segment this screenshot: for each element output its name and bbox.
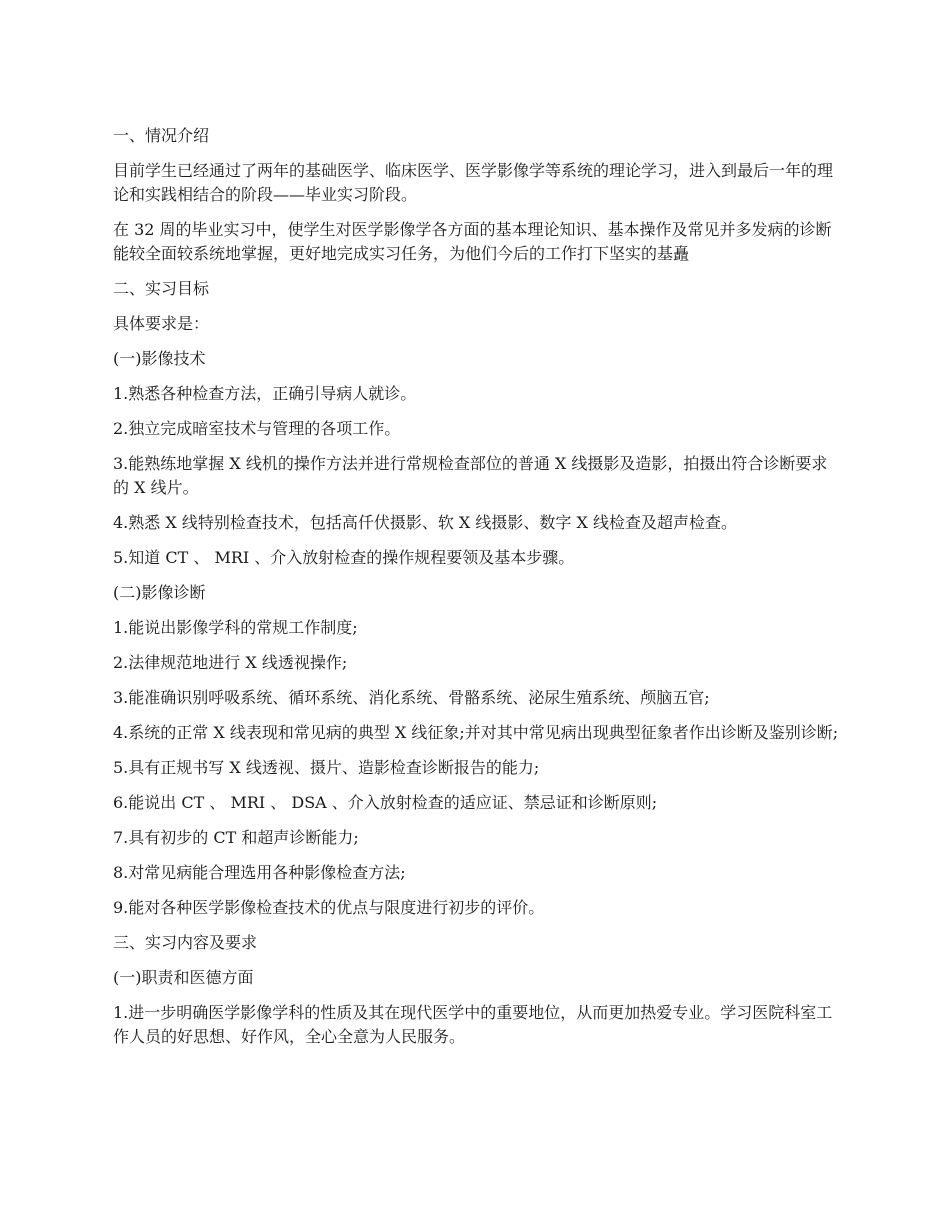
list-item: 2.独立完成暗室技术与管理的各项工作。 <box>113 419 401 438</box>
paragraph: 目前学生已经通过了两年的基础医学、临床医学、医学影像学等系统的理论学习，进入到最后一年的理论和实践相结合的阶段——毕业实习阶段。 <box>113 161 834 204</box>
paragraph: 在 32 周的毕业实习中，使学生对医学影像学各方面的基本理论知识、基本操作及常见并多发病的诊断能较全面较系统地掌握，更好地完成实习任务，为他们今后的工作打下坚实的基矗 <box>113 220 832 263</box>
list-item: 6.能说出 CT 、 MRI 、 DSA 、介入放射检查的适应证、禁忌证和诊断原则; <box>113 793 658 812</box>
list-item: 8.对常见病能合理选用各种影像检查方法; <box>113 863 406 882</box>
list-item: 9.能对各种医学影像检查技术的优点与限度进行初步的评价。 <box>113 898 545 917</box>
list-item: 2.法律规范地进行 X 线透视操作; <box>113 653 348 672</box>
list-item: 3.能准确识别呼吸系统、循环系统、消化系统、骨骼系统、泌尿生殖系统、颅脑五官; <box>113 688 710 707</box>
list-item: 4.熟悉 X 线特别检查技术，包括高仟伏摄影、软 X 线摄影、数字 X 线检查及超声检查。 <box>113 513 737 532</box>
list-item: 5.知道 CT 、 MRI 、介入放射检查的操作规程要领及基本步骤。 <box>113 548 575 567</box>
section-heading-goals: 二、实习目标 <box>113 279 210 298</box>
list-item: 1.能说出影像学科的常规工作制度; <box>113 618 358 637</box>
section-heading-content: 三、实习内容及要求 <box>113 933 258 952</box>
list-item: 4.系统的正常 X 线表现和常见病的典型 X 线征象;并对其中常见病出现典型征象者作出诊断及鉴别诊断; <box>113 723 839 742</box>
subsection-heading-imaging-tech: (一)影像技术 <box>113 349 206 368</box>
section-heading-intro: 一、情况介绍 <box>113 126 210 145</box>
list-item: 7.具有初步的 CT 和超声诊断能力; <box>113 828 359 847</box>
list-item: 1.熟悉各种检查方法，正确引导病人就诊。 <box>113 384 417 403</box>
document-body <box>113 124 843 1060</box>
list-item: 1.进一步明确医学影像学科的性质及其在现代医学中的重要地位，从而更加热爱专业。学习医院科室工作人员的好思想、好作风，全心全意为人民服务。 <box>113 1003 833 1046</box>
subsection-heading-imaging-diagnosis: (二)影像诊断 <box>113 583 206 602</box>
list-item: 5.具有正规书写 X 线透视、摄片、造影检查诊断报告的能力; <box>113 758 540 777</box>
subsection-heading-duties: (一)职责和医德方面 <box>113 968 254 987</box>
paragraph: 具体要求是： <box>113 314 210 333</box>
list-item: 3.能熟练地掌握 X 线机的操作方法并进行常规检查部位的普通 X 线摄影及造影，拍摄出符合诊断要求的 X 线片。 <box>113 454 828 497</box>
